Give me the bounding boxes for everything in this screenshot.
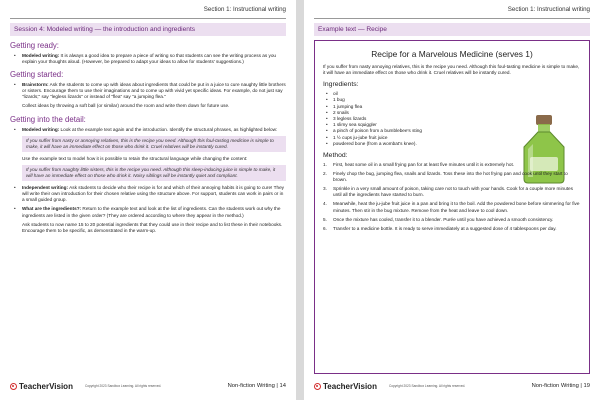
- step-text: First, heat some oil in a small frying pan for at least five minutes until it is extremely hot.: [333, 162, 515, 168]
- header-rule: [10, 18, 286, 19]
- session-title: Session 4: Modeled writing — the introduction and ingredients: [10, 23, 286, 36]
- section-heading-getting-ready: Getting ready:: [10, 41, 59, 50]
- item-text: Look at the example text again and the introduction. Identify the structural phrases, as highlighted below:: [59, 126, 278, 132]
- ingredient-item: • a pinch of poison from a bumblebee's sting: [323, 128, 581, 134]
- ingredient-item: • 1 jumping flea: [323, 104, 581, 110]
- method-step: [323, 171, 581, 183]
- method-step: [323, 217, 581, 223]
- section-heading-getting-detail: Getting into the detail:: [10, 114, 86, 124]
- example-box-modified: If you suffer from naughty little sisters, this is the recipe you need. Although this sleep-inducing juice is simple to make, it will have an immediate effect on those who drink it. Noisy siblings will be instantly quiet and compliant.: [22, 165, 286, 181]
- closing-text: Ask students to now name 15 to 20 potential ingredients that they could use in their recipe and to list these in their notebooks. Encourage them to be specific, as demonstrated in the warm-up.: [22, 221, 283, 233]
- page-footer: [10, 380, 286, 392]
- method-list: [323, 162, 581, 232]
- item-text: Ask students to decide who their recipe is for and which of their annoying habits it is going to cure! They will write their own introduction for their chosen relative using the structure above. For support, students can work in pairs or in a small guided group.: [22, 185, 285, 203]
- step-number: 2.: [323, 171, 327, 177]
- item-text: Ask the students to come up with ideas about ingredients that could be put in a juice to cure naughty little brothers or sisters. Encourage them to use their imaginations and to come up with vivid yet specific ideas. For example, do not just say "lizards;" say "legless lizards" or instead of "flea" say "a jumping flea.": [22, 82, 286, 100]
- copyright: Copyright 2023 Sandbox Learning. All rights reserved.: [388, 384, 466, 388]
- teachervision-logo-icon: [10, 383, 17, 390]
- logo-text: TeacherVision: [323, 381, 377, 391]
- running-head: Section 1: Instructional writing: [507, 6, 590, 13]
- step-number: 6.: [323, 225, 327, 231]
- step-text: Meanwhile, heat the ju-jube fruit juice in a pan and bring it to the boil. Add the powdered bone before simmering for five minutes. Then stir in the bug mixture. Remove from the heat and leave to cool down.: [333, 201, 580, 213]
- item-label: Modeled writing:: [22, 53, 60, 58]
- ingredient-item: • 1 ½ cups ju-jube fruit juice: [323, 135, 581, 141]
- left-page: [0, 0, 296, 400]
- page-footer: [314, 380, 590, 392]
- teachervision-logo[interactable]: [10, 382, 73, 391]
- list-item: [10, 53, 286, 65]
- ingredient-item: • 2 snails: [323, 110, 581, 116]
- list-item: [10, 185, 286, 203]
- session-title: Example text — Recipe: [314, 23, 590, 36]
- getting-detail-list-2: [10, 185, 286, 218]
- item-label: What are the ingredients?:: [22, 206, 82, 212]
- recipe-title: Recipe for a Marvelous Medicine (serves 1): [371, 49, 533, 59]
- right-page: [304, 0, 600, 400]
- method-heading: Method:: [323, 152, 348, 160]
- getting-ready-list: [10, 53, 286, 65]
- header-rule: [314, 18, 590, 19]
- section-heading-getting-started: Getting started:: [10, 70, 64, 80]
- ingredient-item: • 3 legless lizards: [323, 116, 581, 122]
- item-text: It is always a good idea to prepare a piece of writing so that students can see the writing process as you explain your thoughts aloud. (However, be prepared to adapt your ideas to allow for students' suggestions.): [22, 53, 277, 65]
- step-text: Finely chop the bug, jumping flea, snails and lizards. Toss these into the hot frying pan and cook until they start to brown.: [333, 171, 568, 183]
- method-step: [323, 162, 581, 168]
- ingredient-item: • oil: [323, 91, 581, 97]
- retain-instruction: Use the example text to model how it is possible to retain the structural language while changing the content:: [22, 155, 248, 161]
- copyright: Copyright 2023 Sandbox Learning. All rights reserved.: [84, 384, 162, 388]
- method-step: [323, 186, 581, 198]
- page-number: Non-fiction Writing | 19: [531, 383, 590, 389]
- teachervision-logo-icon: [314, 383, 321, 390]
- teachervision-logo[interactable]: [314, 382, 377, 391]
- ingredient-item: • 1 slimy sea squiggler: [323, 122, 581, 128]
- method-step: [323, 226, 581, 232]
- logo-text: TeacherVision: [19, 381, 73, 391]
- list-item: [10, 82, 286, 100]
- item-label: Modeled writing:: [22, 126, 60, 132]
- method-step: [323, 201, 581, 213]
- item-label: Independent writing:: [22, 185, 69, 191]
- page-number: Non-fiction Writing | 14: [227, 383, 286, 389]
- step-number: 5.: [323, 216, 327, 222]
- list-item: [10, 206, 286, 218]
- step-text: Transfer to a medicine bottle. It is ready to serve immediately at a suggested dose of 4 tablespoons per day.: [333, 225, 557, 231]
- item-label: Brainstorm:: [22, 82, 49, 88]
- step-text: Sprinkle in a very small amount of poison, taking care not to touch with your hands. Cook for a couple more minutes until all the ingredients have started to burn.: [333, 186, 573, 198]
- ingredients-heading: Ingredients:: [323, 81, 359, 89]
- ingredient-item: • powdered bone (from a wombat's knee).: [323, 141, 581, 147]
- item-text: Return to the example text and look at the list of ingredients. Can the students work out why the ingredients are listed in the given order? (They are ordered according to where they appear in the method.): [22, 206, 281, 218]
- step-number: 4.: [323, 201, 327, 207]
- getting-started-list: [10, 82, 286, 100]
- example-box-original: If you suffer from nasty or annoying relatives, this is the recipe you need. Although this foul-tasting medicine is simple to make, it will have an immediate effect on those who drink it. Cruel relatives will be instantly cured.: [22, 136, 286, 152]
- getting-detail-list: [10, 127, 286, 133]
- list-item: [10, 127, 286, 133]
- recipe-intro: If you suffer from nasty annoying relatives, this is the recipe you need. Although this foul-tasting medicine is simple to make, it will have an immediate effect on those who drink it. Cruel relatives will be instantly cured.: [323, 64, 580, 76]
- getting-started-note: Collect ideas by throwing a soft ball (or similar) around the room and write them down for future use.: [22, 103, 230, 109]
- running-head: Section 1: Instructional writing: [203, 6, 286, 13]
- step-number: 1.: [323, 162, 327, 168]
- ingredient-item: • 1 bug: [323, 97, 581, 103]
- recipe-card: [314, 40, 590, 374]
- step-text: Once the mixture has cooled, transfer it to a blender. Purée until you have achieved a smooth consistency.: [333, 216, 554, 222]
- step-number: 3.: [323, 186, 327, 192]
